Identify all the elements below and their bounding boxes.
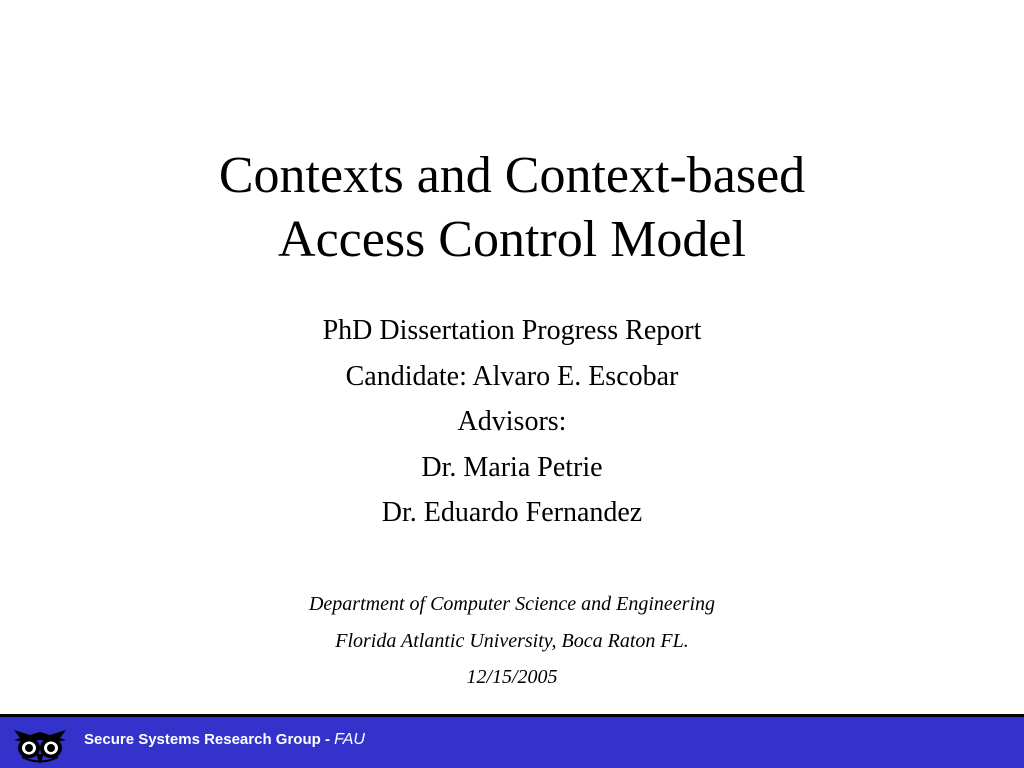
university-name: Florida Atlantic University, Boca Raton FL.: [335, 629, 689, 652]
report-type: PhD Dissertation Progress Report: [322, 315, 702, 346]
subtitle-block: [0, 308, 1024, 536]
title-line-1: Contexts and Context-based: [218, 147, 806, 204]
presentation-date: 12/15/2005: [466, 666, 558, 688]
advisors-label: Advisors:: [457, 406, 567, 437]
research-group-name: Secure Systems Research Group -: [84, 731, 335, 748]
slide-title: [0, 144, 1024, 272]
candidate-name: Candidate: Alvaro E. Escobar: [345, 360, 679, 392]
advisor-2: Dr. Eduardo Fernandez: [381, 497, 643, 528]
footer-bar: [0, 714, 1024, 768]
title-line-2: Access Control Model: [278, 211, 746, 268]
advisor-1: Dr. Maria Petrie: [421, 451, 603, 483]
footer-label: [84, 731, 365, 749]
department-block: [0, 586, 1024, 696]
department-name: Department of Computer Science and Engineering: [308, 593, 716, 615]
owl-logo-icon: [12, 726, 68, 766]
fau-label: FAU: [334, 731, 365, 748]
